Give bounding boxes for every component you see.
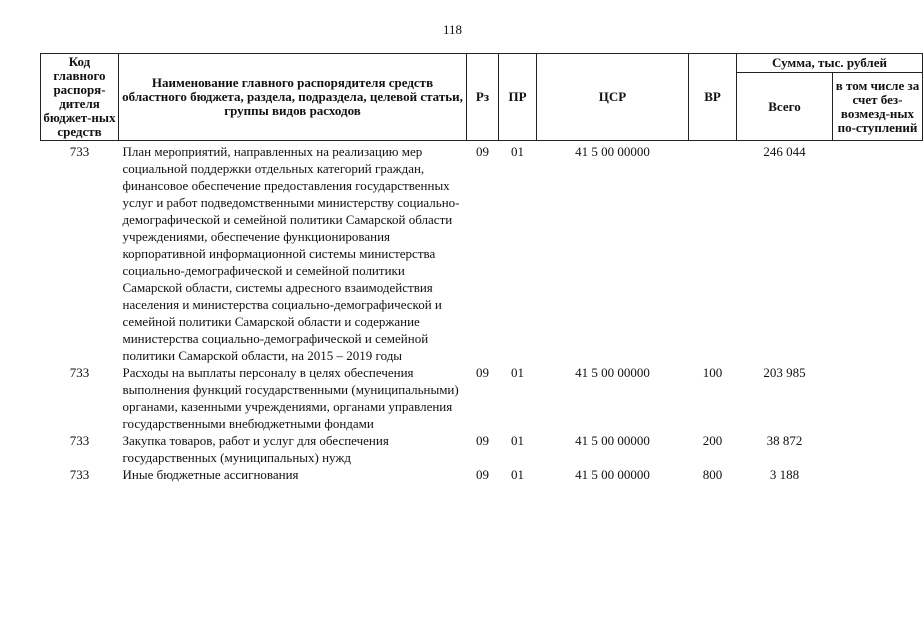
cell-total: 246 044: [763, 144, 806, 159]
table-row: [41, 141, 923, 365]
cell-pr: 01: [511, 433, 524, 448]
cell-total: 3 188: [769, 467, 800, 482]
table-row: [41, 364, 923, 432]
header-total: Всего: [737, 73, 833, 141]
header-code: Код главного распоря-дителя бюджет-ных средств: [41, 54, 119, 141]
header-rz: Рз: [467, 54, 499, 141]
cell-rz: 09: [476, 467, 489, 482]
cell-code: 733: [69, 144, 90, 159]
cell-vr: 200: [702, 433, 723, 448]
cell-code: 733: [69, 365, 90, 380]
cell-name: Расходы на выплаты персоналу в целях обеспечения выполнения функций государственными (муниципальными) органами, казенными учреждениями, органами управления государственными внебюджетными фондами: [122, 365, 459, 431]
budget-table: [40, 53, 923, 483]
cell-rz: 09: [476, 365, 489, 380]
cell-csr: 41 5 00 00000: [575, 433, 650, 448]
cell-name: Закупка товаров, работ и услуг для обеспечения государственных (муниципальных) нужд: [122, 433, 389, 465]
table-row: [41, 432, 923, 466]
cell-total: 38 872: [766, 433, 803, 448]
header-name: Наименование главного распорядителя средств областного бюджета, раздела, подраздела, целевой статьи, группы видов расходов: [119, 54, 467, 141]
cell-csr: 41 5 00 00000: [575, 365, 650, 380]
page-number: 118: [442, 22, 463, 37]
header-csr: ЦСР: [537, 54, 689, 141]
cell-name: Иные бюджетные ассигнования: [122, 467, 299, 482]
header-pr: ПР: [499, 54, 537, 141]
cell-rz: 09: [476, 433, 489, 448]
cell-gratuitous: [833, 141, 923, 365]
cell-gratuitous: [833, 432, 923, 466]
cell-csr: 41 5 00 00000: [575, 467, 650, 482]
cell-code: 733: [69, 467, 90, 482]
cell-code: 733: [69, 433, 90, 448]
cell-pr: 01: [511, 365, 524, 380]
cell-total: 203 985: [763, 365, 806, 380]
cell-vr: [689, 141, 737, 365]
table-row: [41, 466, 923, 483]
cell-pr: 01: [511, 467, 524, 482]
header-sum: Сумма, тыс. рублей: [737, 54, 923, 73]
header-gratuitous: в том числе за счет без-возмезд-ных по-ступлений: [833, 73, 923, 141]
cell-csr: 41 5 00 00000: [575, 144, 650, 159]
cell-vr: 800: [702, 467, 723, 482]
header-vr: ВР: [689, 54, 737, 141]
cell-name: План мероприятий, направленных на реализацию мер социальной поддержки отдельных категорий граждан, финансовое обеспечение предоставления государственных услуг и работ подведомственными министерству социально-демографической и семейной политики Самарской области учреждениями, обеспечение функционирования корпоративной информационной системы министерства социально-демографической и семейной политики Самарской области, системы адресного взаимодействия населения и министерства социально-демографической и семейной политики Самарской области и содержание министерства социально-демографической и семейной политики Самарской области, на 2015 – 2019 годы: [122, 144, 460, 363]
cell-pr: 01: [511, 144, 524, 159]
cell-vr: 100: [702, 365, 723, 380]
cell-rz: 09: [476, 144, 489, 159]
cell-gratuitous: [833, 466, 923, 483]
cell-gratuitous: [833, 364, 923, 432]
